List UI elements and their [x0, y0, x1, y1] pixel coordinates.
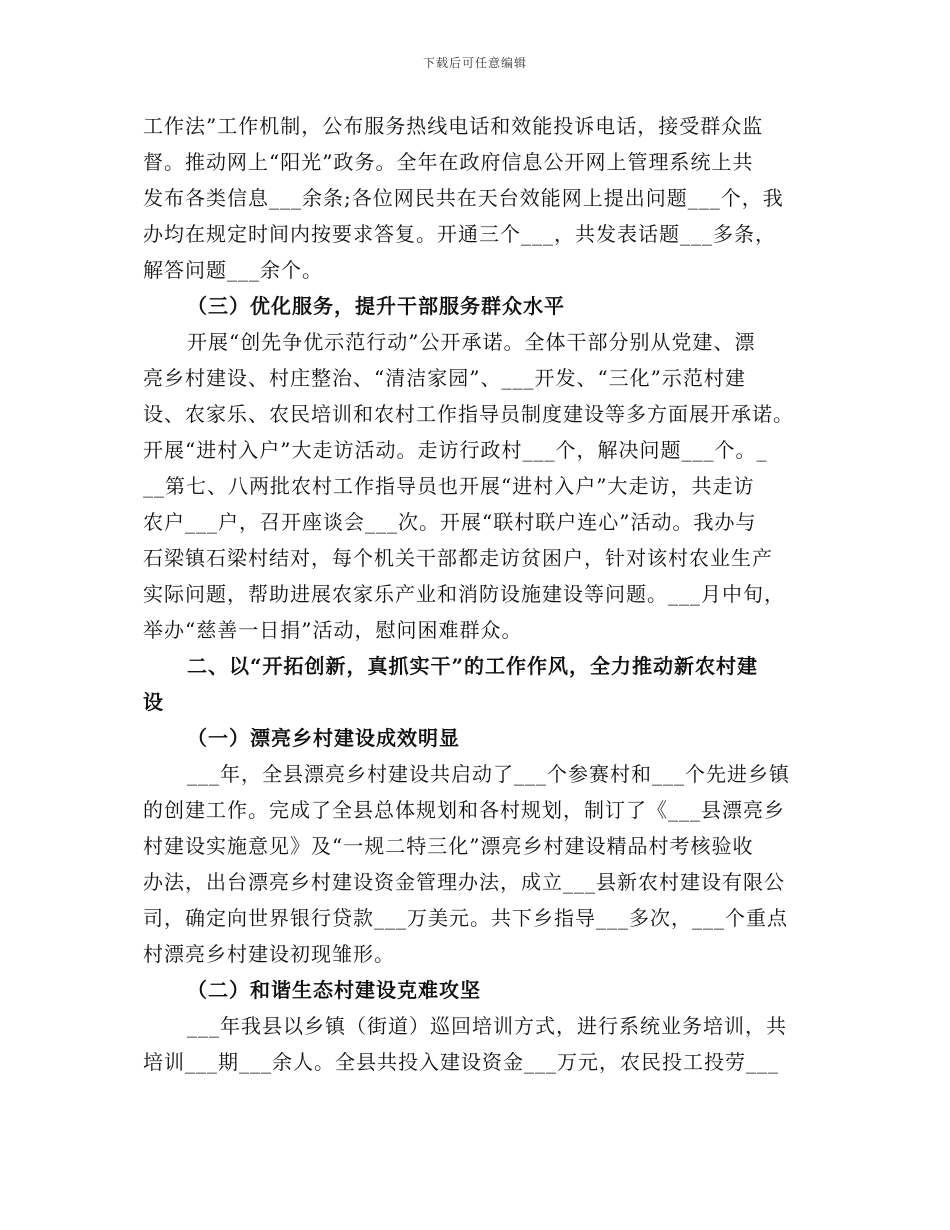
chapter-heading: 二、以“开拓创新，真抓实干”的工作作风，全力推动新农村建: [187, 654, 759, 678]
paragraph-line: 工作法”工作机制，公布服务热线电话和效能投诉电话，接受群众监: [143, 114, 764, 138]
paragraph-line: 司，确定向世界银行贷款___万美元。共下乡指导___多次，___个重点: [143, 906, 788, 930]
paragraph-line: __第七、八两批农村工作指导员也开展“进村入户”大走访，共走访: [143, 474, 755, 498]
chapter-heading-continued: 设: [143, 690, 164, 714]
paragraph-line: 亮乡村建设、村庄整治、“清洁家园”、___开发、“三化”示范村建: [143, 366, 746, 390]
section-heading: （三）优化服务，提升干部服务群众水平: [187, 294, 565, 318]
paragraph-line: 开展“进村入户”大走访活动。走访行政村___个，解决问题___个。_: [143, 438, 768, 462]
paragraph-line: 督。推动网上“阳光”政务。全年在政府信息公开网上管理系统上共: [143, 150, 754, 174]
section-heading: （二）和谐生态村建设克难攻坚: [187, 978, 481, 1002]
paragraph-line: 石梁镇石梁村结对，每个机关干部都走访贫困户，针对该村农业生产: [143, 546, 773, 570]
section-heading: （一）漂亮乡村建设成效明显: [187, 726, 460, 750]
header-note: 下载后可任意编辑: [422, 56, 527, 70]
paragraph-line: 培训___期___余人。全县共投入建设资金___万元，农民投工投劳___: [143, 1050, 779, 1074]
paragraph-line: 办均在规定时间内按要求答复。开通三个___，共发表话题___多条，: [143, 222, 776, 246]
paragraph-line: 的创建工作。完成了全县总体规划和各村规划，制订了《___县漂亮乡: [143, 798, 785, 822]
paragraph-line: 解答问题___余个。: [143, 258, 323, 282]
paragraph-line: 办法，出台漂亮乡村建设资金管理办法，成立___县新农村建设有限公: [143, 870, 785, 894]
paragraph-line: 农户___户，召开座谈会___次。开展“联村联户连心”活动。我办与: [143, 510, 757, 534]
paragraph-line: 开展“创先争优示范行动”公开承诺。全体干部分别从党建、漂: [187, 330, 756, 354]
paragraph-line: 举办“慈善一日捐”活动，慰问困难群众。: [143, 618, 523, 642]
paragraph-line: 实际问题，帮助进展农家乐产业和消防设施建设等问题。___月中旬，: [143, 582, 785, 606]
paragraph-line: 发布各类信息___余条;各位网民共在天台效能网上提出问题___个，我: [143, 186, 784, 210]
paragraph-line: 设、农家乐、农民培训和农村工作指导员制度建设等多方面展开承诺。: [143, 402, 794, 426]
paragraph-line: ___年我县以乡镇（街道）巡回培训方式，进行系统业务培训，共: [187, 1014, 787, 1038]
paragraph-line: 村建设实施意见》及“一规二特三化”漂亮乡村建设精品村考核验收: [143, 834, 754, 858]
paragraph-line: 村漂亮乡村建设初现雏形。: [143, 942, 395, 966]
paragraph-line: ___年，全县漂亮乡村建设共启动了___个参赛村和___个先进乡镇: [187, 762, 790, 786]
document-body: [143, 108, 823, 1080]
